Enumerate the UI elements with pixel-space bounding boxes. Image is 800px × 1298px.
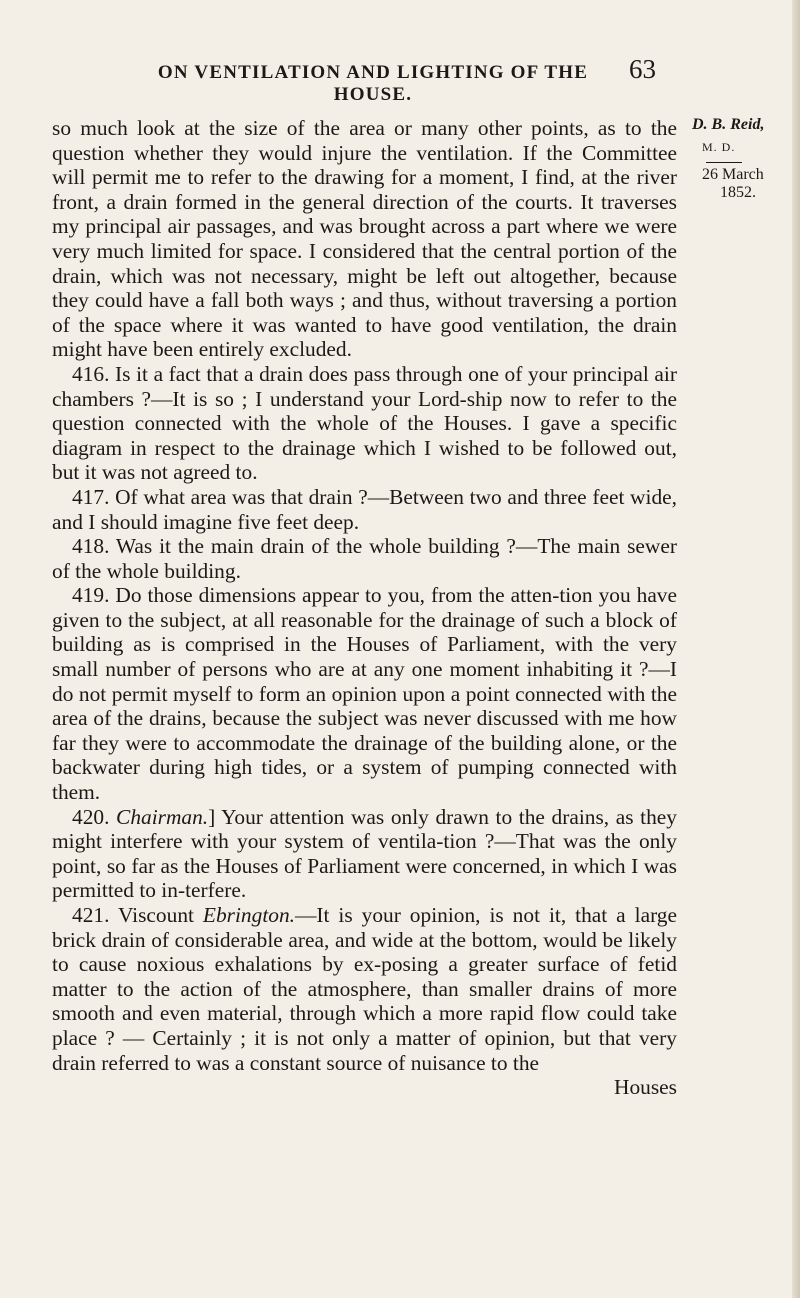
evidence-date: 26 March: [702, 166, 764, 183]
paragraph-continued: so much look at the size of the area or many other points, as to the question whether they would injure the ventilation. If the Committee will permit me to refer to the drawing for a moment, I find, at the river front, a drain formed in the general direction of the courts. It traverses my principal air passages, and was brought across a part where we were very much limited for space. I considered that the central portion of the drain, which was not necessary, might be left out altogether, because they could have a fall both ways ; and thus, without traversing a portion of the space where it was wanted to have good ventilation, the drain might have been entirely excluded.: [52, 116, 677, 362]
margin-rule: [706, 162, 742, 163]
catchword: Houses: [614, 1075, 677, 1100]
question-416: 416. Is it a fact that a drain does pass through one of your principal air chambers ?—It is so ; I understand your Lord-ship now to refer to the question connected with the whole of the Houses. I gave a specific diagram in respect to the drainage which I wished to be followed out, but it was not agreed to.: [52, 361, 677, 485]
question-420-text: ] Your attention was only drawn to the drains, as they might interfere with your system of ventila-tion ?—That was the only point, so far as the Houses of Parliament were concerned, in which I was permitted to in-terfere.: [52, 804, 677, 903]
question-417: 417. Of what area was that drain ?—Between two and three feet wide, and I should imagine five feet deep.: [52, 484, 677, 534]
margin-note: [692, 116, 792, 202]
body-text: [52, 116, 677, 1100]
question-421-speaker: Ebrington.: [202, 903, 296, 927]
evidence-year: 1852.: [720, 184, 756, 201]
question-421-number: 421. Viscount: [72, 903, 203, 927]
page-edge: [792, 0, 800, 1298]
question-420-speaker: Chairman.: [116, 804, 209, 829]
question-420: [52, 805, 677, 903]
question-421-text: —It is your opinion, is not it, that a large brick drain of considerable area, and wide at the bottom, would be likely to cause noxious exhalations by ex-posing a greater surface of fetid matter to the action of the atmosphere, than smaller drains of more smooth and even material, through which a more rapid flow could take place ? — Certainly ; it is not only a matter of opinion, but that very drain referred to was a constant source of nuisance to the: [52, 903, 677, 1075]
witness-degree: M. D.: [702, 140, 736, 154]
question-418: 418. Was it the main drain of the whole building ?—The main sewer of the whole building.: [52, 534, 677, 583]
running-title: ON VENTILATION AND LIGHTING OF THE HOUSE.: [157, 62, 589, 105]
question-420-number: 420.: [72, 804, 110, 829]
page-number: 63: [629, 54, 656, 84]
question-421: [52, 903, 677, 1075]
question-419: 419. Do those dimensions appear to you, from the atten-tion you have given to the subject, at all reasonable for the drainage of such a block of building as is comprised in the Houses of Parliament, with the very small number of persons who are at any one moment inhabiting it ?—I do not permit myself to form an opinion upon a point connected with the area of the drains, because the subject was never discussed with me how far they were to accommodate the drainage of the building alone, or the backwater during high tides, or a system of pumping connected with them.: [52, 583, 677, 805]
witness-name: D. B. Reid,: [692, 116, 765, 133]
